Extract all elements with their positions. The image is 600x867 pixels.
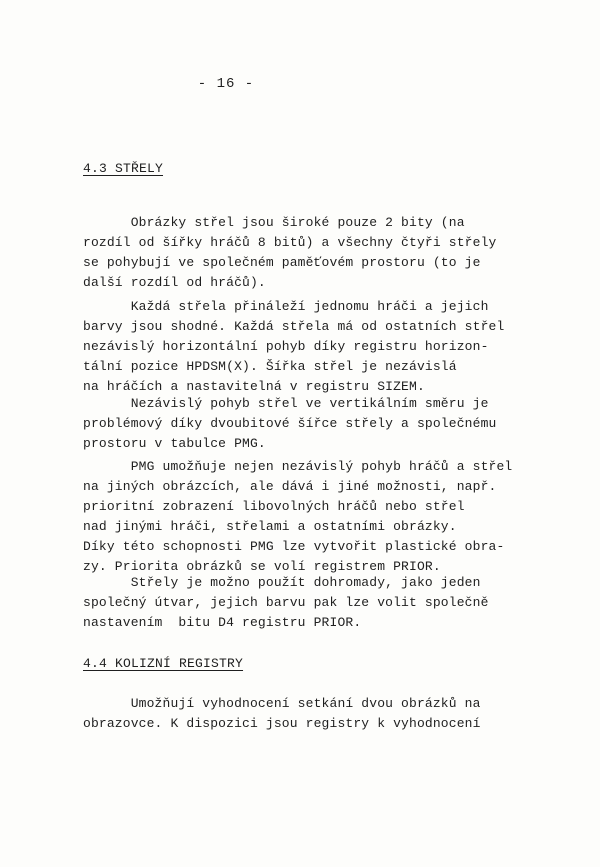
section-heading-strely: 4.3 STŘELY <box>83 161 164 176</box>
text-line: Nezávislý pohyb střel ve vertikálním směru je <box>83 396 489 411</box>
text-line: na jiných obrázcích, ale dává i jiné možnosti, např. <box>83 479 497 494</box>
text-line: Díky této schopnosti PMG lze vytvořit plastické obra- <box>83 539 505 554</box>
text-line: Umožňují vyhodnocení setkání dvou obrázků na <box>83 696 481 711</box>
text-line: Střely je možno použít dohromady, jako jeden <box>83 575 481 590</box>
text-line: obrazovce. K dispozici jsou registry k vyhodnocení <box>83 716 481 731</box>
text-line: nezávislý horizontální pohyb díky registru horizon- <box>83 339 489 354</box>
text-line: Obrázky střel jsou široké pouze 2 bity (na <box>83 215 465 230</box>
text-line: se pohybují ve společném paměťovém prostoru (to je <box>83 255 481 270</box>
paragraph <box>83 573 503 633</box>
section-heading-kolizni-registry: 4.4 KOLIZNÍ REGISTRY <box>83 656 244 671</box>
paragraph <box>83 394 503 454</box>
text-line: Každá střela přináleží jednomu hráči a jejich <box>83 299 489 314</box>
text-line: nad jinými hráči, střelami a ostatními obrázky. <box>83 519 457 534</box>
page-number: - 16 - <box>197 76 255 92</box>
text-line: problémový díky dvoubitové šířce střely a společnému <box>83 416 497 431</box>
text-line: společný útvar, jejich barvu pak lze volit společně <box>83 595 489 610</box>
text-line: barvy jsou shodné. Každá střela má od ostatních střel <box>83 319 505 334</box>
paragraph <box>83 457 513 577</box>
paragraph <box>83 694 503 734</box>
text-line: zy. Priorita obrázků se volí registrem PRIOR. <box>83 559 441 574</box>
text-line: prioritní zobrazení libovolných hráčů nebo střel <box>83 499 465 514</box>
text-line: PMG umožňuje nejen nezávislý pohyb hráčů a střel <box>83 459 513 474</box>
text-line: tální pozice HPDSM(X). Šířka střel je nezávislá <box>83 359 457 374</box>
text-line: na hráčích a nastavitelná v registru SIZEM. <box>83 379 425 394</box>
text-line: další rozdíl od hráčů). <box>83 275 266 290</box>
text-line: prostoru v tabulce PMG. <box>83 436 266 451</box>
paragraph <box>83 213 503 293</box>
text-line: rozdíl od šířky hráčů 8 bitů) a všechny čtyři střely <box>83 235 497 250</box>
paragraph <box>83 297 503 397</box>
text-line: nastavením bitu D4 registru PRIOR. <box>83 615 362 630</box>
